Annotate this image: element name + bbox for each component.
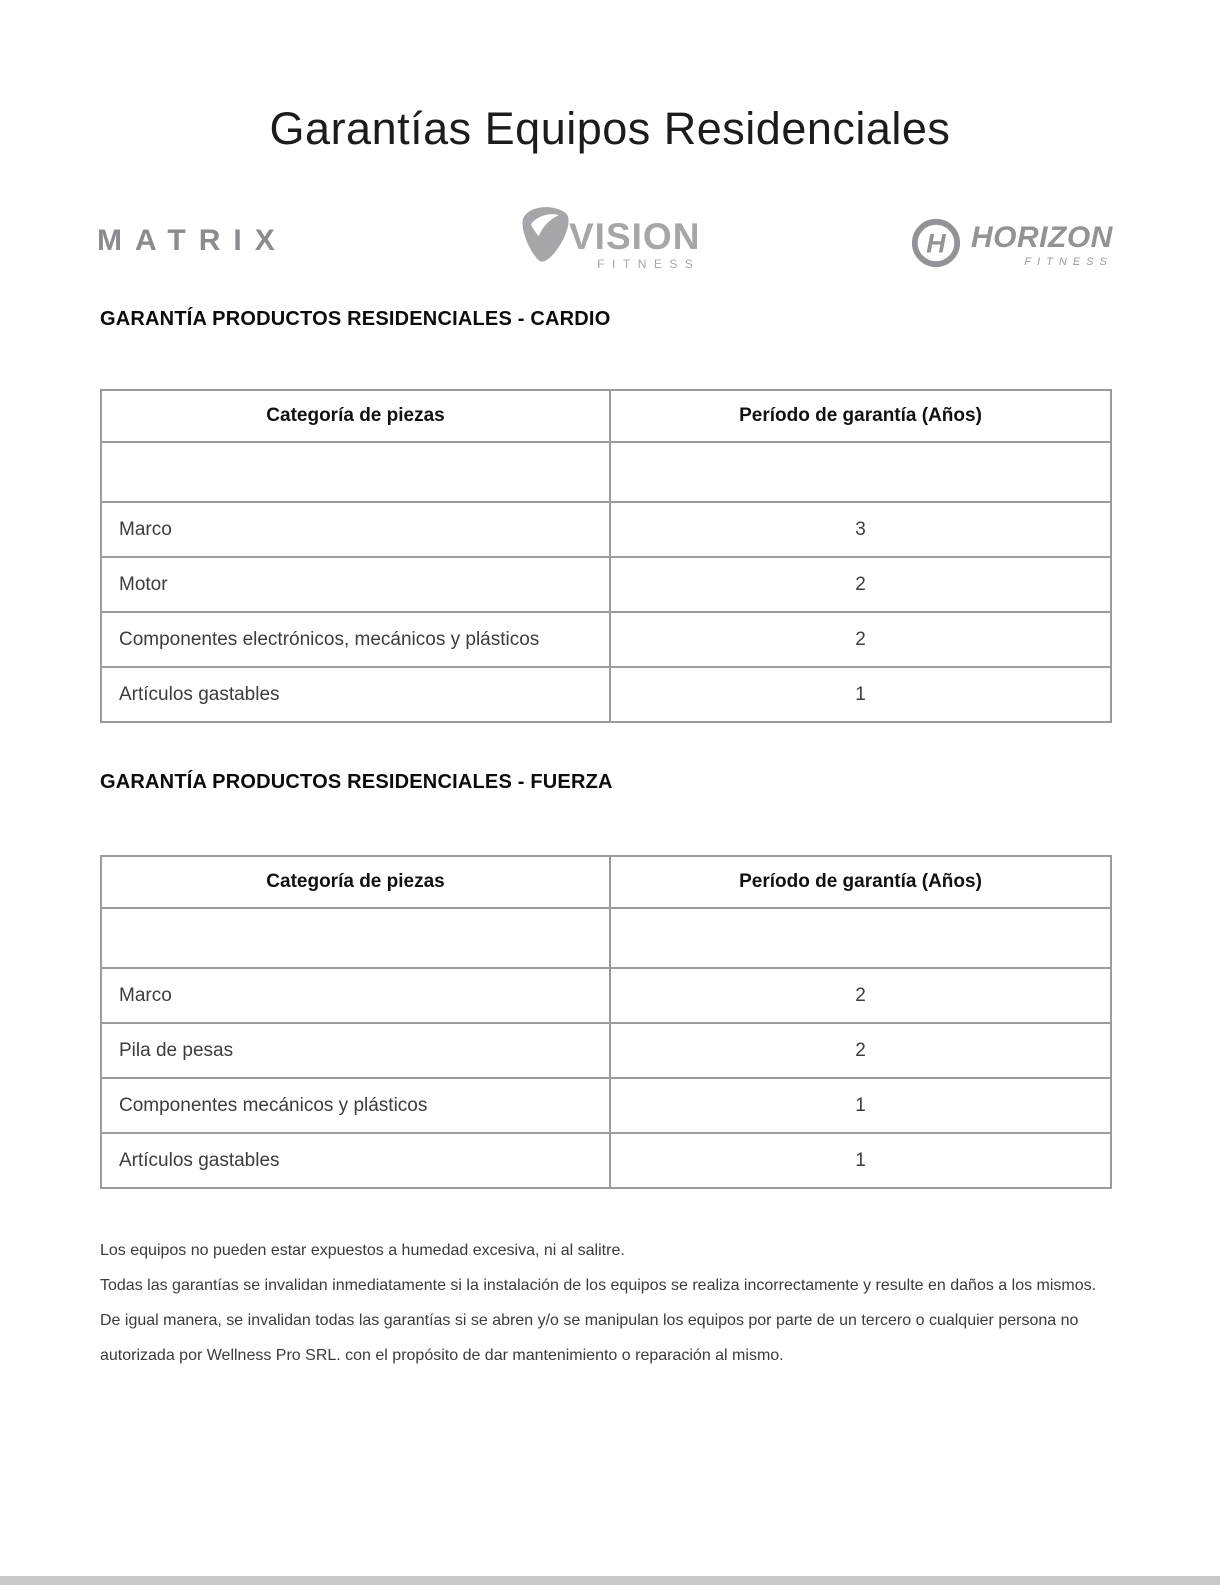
table-row <box>101 667 1111 722</box>
period-cell: 2 <box>610 1023 1111 1078</box>
note-paragraph: De igual manera, se invalidan todas las garantías si se abren y/o se manipulan los equipos por parte de un tercero o cualquier persona no autorizada por Wellness Pro SRL. con el propósito de dar mantenimiento o reparación al mismo. <box>100 1312 1079 1364</box>
period-cell: 1 <box>610 667 1111 722</box>
table-row <box>101 1023 1111 1078</box>
category-cell: Componentes electrónicos, mecánicos y plásticos <box>101 612 610 667</box>
category-cell <box>101 908 610 968</box>
table-row <box>101 968 1111 1023</box>
horizon-fitness-label: FITNESS <box>1024 255 1113 268</box>
matrix-logo <box>97 224 288 258</box>
period-cell <box>610 908 1111 968</box>
table-row-empty <box>101 442 1111 502</box>
cardio-warranty-table <box>100 389 1112 723</box>
table-row <box>101 502 1111 557</box>
period-cell: 2 <box>610 968 1111 1023</box>
category-cell: Artículos gastables <box>101 1133 610 1188</box>
vision-fitness-label: FITNESS <box>597 257 701 271</box>
category-cell: Artículos gastables <box>101 667 610 722</box>
vision-logo <box>519 204 700 271</box>
table-row <box>101 557 1111 612</box>
horizon-wordmark: HORIZON <box>971 220 1113 254</box>
period-cell: 2 <box>610 557 1111 612</box>
period-cell: 1 <box>610 1133 1111 1188</box>
disclaimer-notes <box>100 1233 1116 1373</box>
column-header-period: Período de garantía (Años) <box>610 390 1111 442</box>
viewer-bottom-edge <box>0 1576 1220 1585</box>
table-row <box>101 612 1111 667</box>
document-title: Garantías Equipos Residenciales <box>269 103 951 154</box>
column-header-period: Período de garantía (Años) <box>610 856 1111 908</box>
table-header-row <box>101 390 1111 442</box>
table-row-empty <box>101 908 1111 968</box>
category-cell <box>101 442 610 502</box>
horizon-logo <box>910 217 1113 274</box>
category-cell: Motor <box>101 557 610 612</box>
svg-text:H: H <box>926 228 946 259</box>
column-header-category: Categoría de piezas <box>101 856 610 908</box>
period-cell <box>610 442 1111 502</box>
category-cell: Marco <box>101 502 610 557</box>
horizon-circle-icon <box>910 217 962 274</box>
section-heading-fuerza: GARANTÍA PRODUCTOS RESIDENCIALES - FUERZA <box>100 771 613 793</box>
period-cell: 2 <box>610 612 1111 667</box>
table-row <box>101 1133 1111 1188</box>
table-header-row <box>101 856 1111 908</box>
note-paragraph: Todas las garantías se invalidan inmediatamente si la instalación de los equipos se realiza incorrectamente y resulte en daños a los mismos. <box>100 1277 1097 1294</box>
fuerza-warranty-table <box>100 855 1112 1189</box>
category-cell: Marco <box>101 968 610 1023</box>
period-cell: 3 <box>610 502 1111 557</box>
section-heading-cardio: GARANTÍA PRODUCTOS RESIDENCIALES - CARDIO <box>100 308 611 330</box>
column-header-category: Categoría de piezas <box>101 390 610 442</box>
note-paragraph: Los equipos no pueden estar expuestos a humedad excesiva, ni al salitre. <box>100 1242 625 1259</box>
category-cell: Pila de pesas <box>101 1023 610 1078</box>
vision-shield-icon <box>519 204 573 271</box>
period-cell: 1 <box>610 1078 1111 1133</box>
category-cell: Componentes mecánicos y plásticos <box>101 1078 610 1133</box>
matrix-wordmark: MATRIX <box>97 224 288 257</box>
vision-wordmark: VISION <box>569 216 701 257</box>
table-row <box>101 1078 1111 1133</box>
